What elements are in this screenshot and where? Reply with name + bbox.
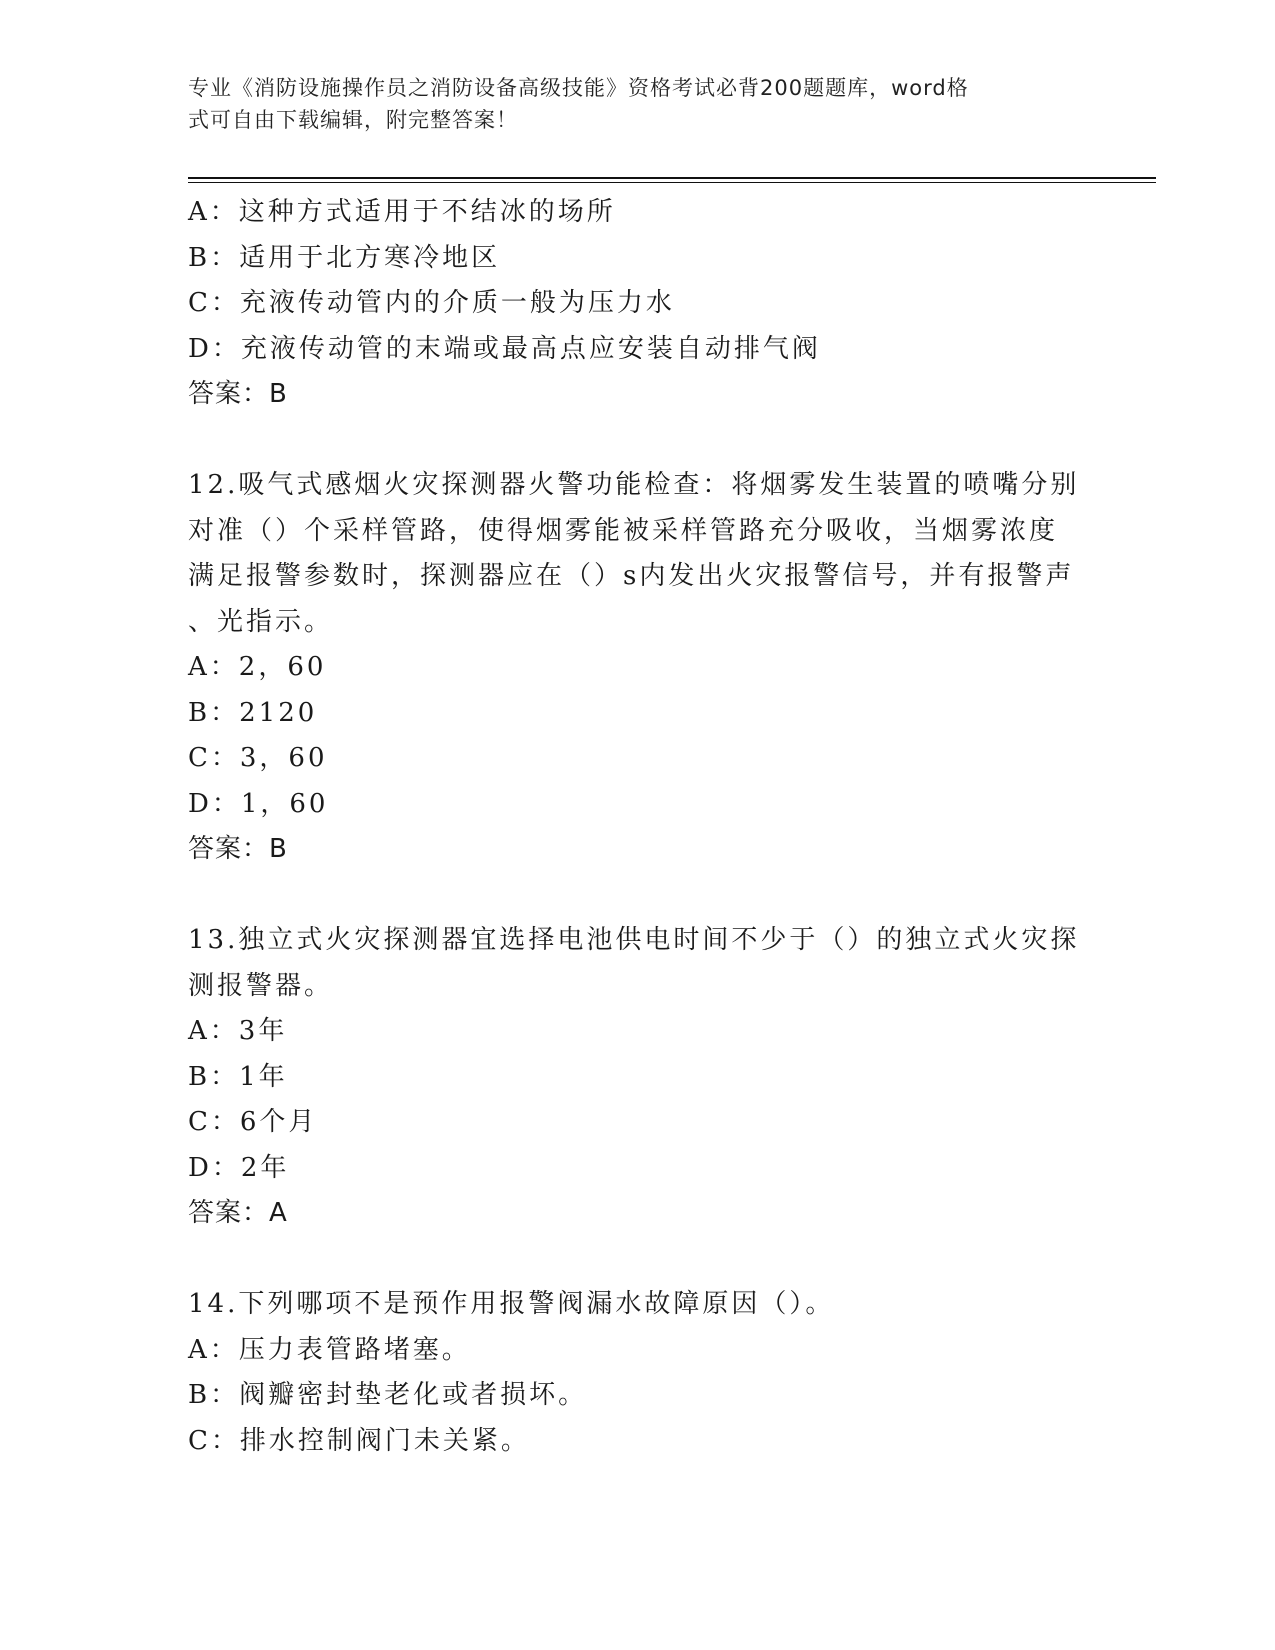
option-a: A：3年 [188,1016,288,1046]
option-b: B：1年 [188,1061,288,1092]
question-text [188,1282,1088,1328]
header-rule-thin [188,182,1156,183]
option-c: C：6个月 [188,1107,318,1137]
question-text-line: 12.吸气式感烟火灾探测器火警功能检查：将烟雾发生装置的喷嘴分别 [188,470,1080,500]
answer: 答案：B [188,834,288,864]
header-rule-thick [188,177,1156,179]
question-text [188,463,1088,645]
document-body [188,190,1088,1464]
option-d: D：1，60 [188,788,329,819]
option-a: A：2，60 [188,652,327,682]
question-text-line: 13.独立式火灾探测器宜选择电池供电时间不少于（）的独立式火灾探 [188,925,1080,955]
question-text-line: 测报警器。 [188,970,334,1001]
answer: 答案：B [188,379,288,409]
option-b: B：适用于北方寒冷地区 [188,242,501,273]
header-line-1: 专业《消防设施操作员之消防设备高级技能》资格考试必背200题题库，word格 [188,76,969,100]
question-11-continued [188,190,1088,418]
option-c: C：3，60 [188,743,328,773]
question-14 [188,1282,1088,1464]
option-d: D：2年 [188,1152,290,1183]
question-text [188,918,1088,1009]
option-b: B：2120 [188,697,318,728]
question-text-line: 满足报警参数时，探测器应在（）s内发出火灾报警信号，并有报警声 [188,561,1075,591]
option-d: D：充液传动管的末端或最高点应安装自动排气阀 [188,333,821,364]
option-c: C：排水控制阀门未关紧。 [188,1425,530,1456]
question-text-line: 对准（）个采样管路，使得烟雾能被采样管路充分吸收，当烟雾浓度 [188,515,1059,546]
question-12 [188,463,1088,873]
document-header [188,72,1088,136]
option-a: A：这种方式适用于不结冰的场所 [188,197,616,227]
option-c: C：充液传动管内的介质一般为压力水 [188,288,675,318]
question-text-line: 14.下列哪项不是预作用报警阀漏水故障原因（）。 [188,1289,835,1319]
option-b: B：阀瓣密封垫老化或者损坏。 [188,1380,588,1410]
question-text-line: 、光指示。 [188,606,334,637]
option-a: A：压力表管路堵塞。 [188,1334,471,1365]
header-line-2: 式可自由下载编辑，附完整答案！ [188,108,518,132]
question-13 [188,918,1088,1237]
answer: 答案：A [188,1198,288,1228]
